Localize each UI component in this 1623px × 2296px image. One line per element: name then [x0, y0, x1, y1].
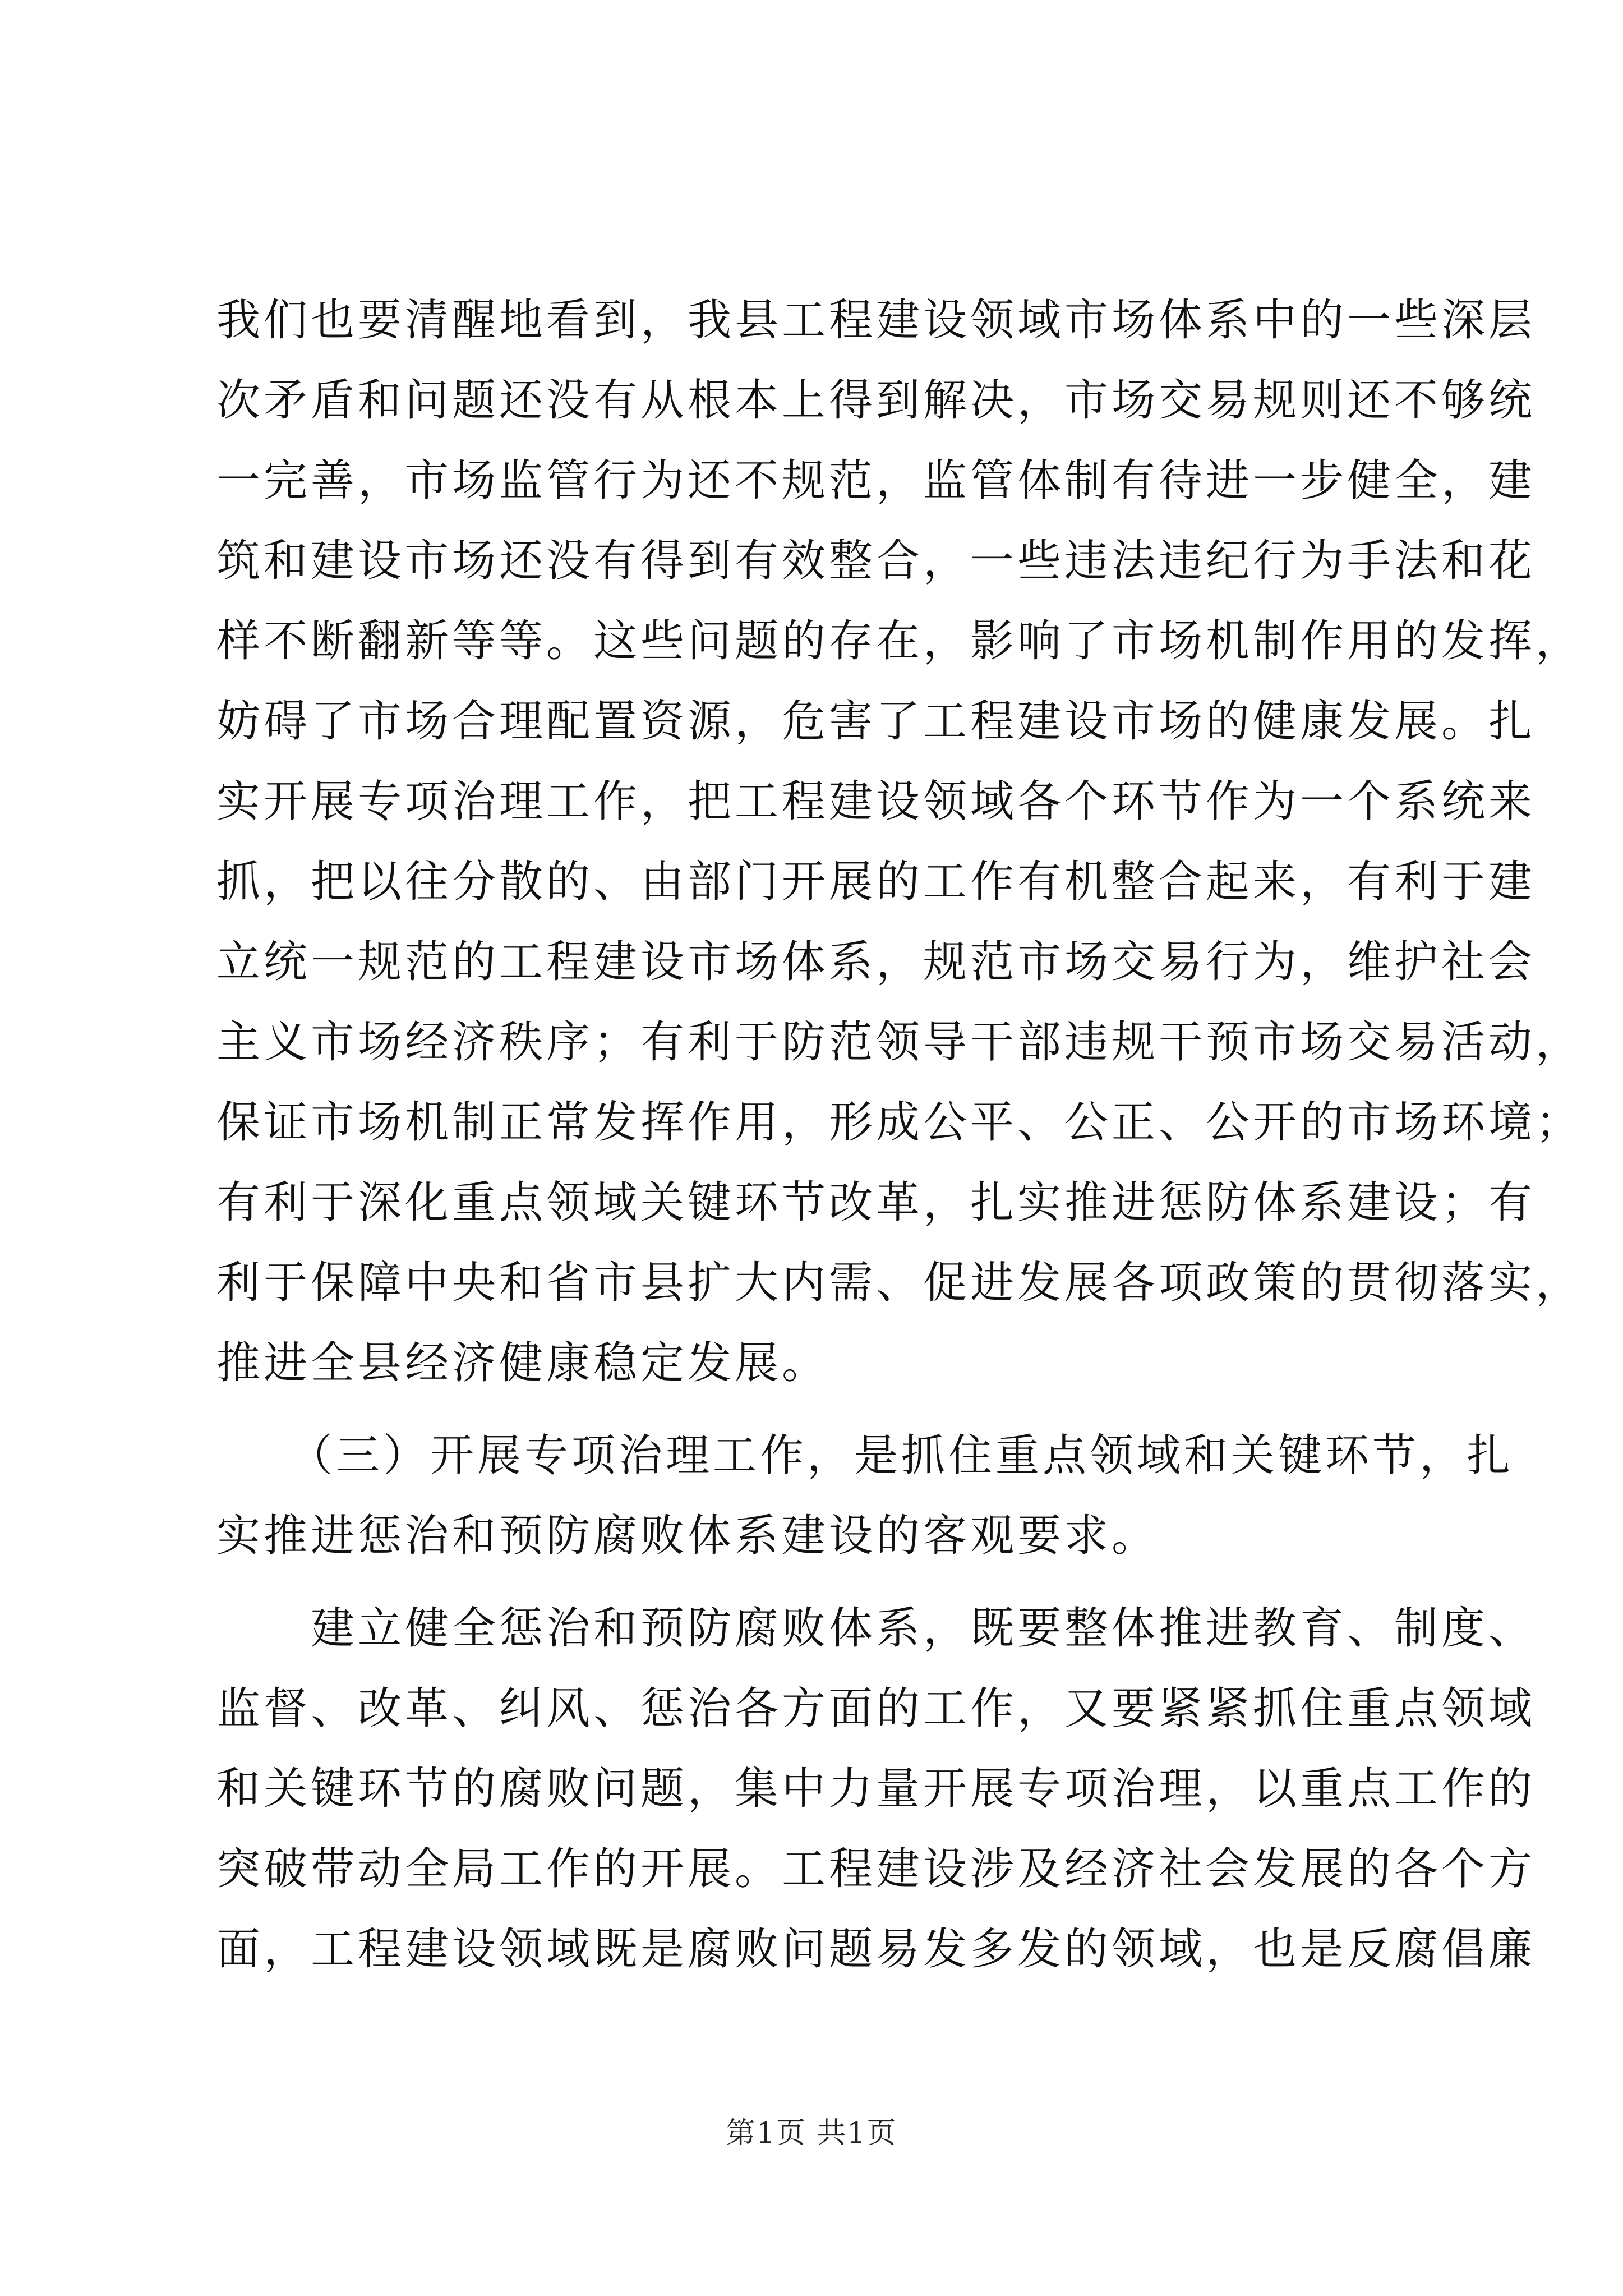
text-line: 保证市场机制正常发挥作用，形成公平、公正、公开的市场环境； — [216, 1097, 1583, 1148]
text-line: 实推进惩治和预防腐败体系建设的客观要求。 — [216, 1511, 1159, 1561]
paragraph-spacer — [216, 1576, 1417, 1589]
text-line: （三）开展专项治理工作，是抓住重点领域和关键环节，扎 — [216, 1430, 1514, 1481]
text-line: 我们也要清醒地看到，我县工程建设领域市场体系中的一些深层 — [216, 295, 1536, 346]
text-line: 一完善，市场监管行为还不规范，监管体制有待进一步健全，建 — [216, 455, 1536, 506]
text-line: 有利于深化重点领域关键环节改革，扎实推进惩防体系建设；有 — [216, 1177, 1536, 1228]
text-line: 抓，把以往分散的、由部门开展的工作有机整合起来，有利于建 — [216, 857, 1536, 907]
paragraph-3 — [216, 1589, 1536, 1990]
text-line: 立统一规范的工程建设市场体系，规范市场交易行为，维护社会 — [216, 937, 1536, 987]
text-line: 筑和建设市场还没有得到有效整合，一些违法违纪行为手法和花 — [216, 536, 1536, 586]
paragraph-2-heading — [216, 1416, 1514, 1576]
page-footer: 第1页 共1页 — [726, 2116, 897, 2150]
text-line: 妨碍了市场合理配置资源，危害了工程建设市场的健康发展。扎 — [216, 696, 1536, 747]
text-line: 利于保障中央和省市县扩大内需、促进发展各项政策的贯彻落实， — [216, 1258, 1583, 1308]
text-line: 推进全县经济健康稳定发展。 — [216, 1338, 829, 1388]
text-line: 和关键环节的腐败问题，集中力量开展专项治理，以重点工作的 — [216, 1764, 1536, 1814]
text-line: 样不断翻新等等。这些问题的存在，影响了市场机制作用的发挥， — [216, 616, 1583, 666]
text-line: 实开展专项治理工作，把工程建设领域各个环节作为一个系统来 — [216, 776, 1536, 827]
paragraph-1 — [216, 280, 1583, 1404]
text-line: 次矛盾和问题还没有从根本上得到解决，市场交易规则还不够统 — [216, 375, 1536, 426]
paragraph-spacer — [216, 1404, 1417, 1416]
text-line: 面，工程建设领域既是腐败问题易发多发的领域，也是反腐倡廉 — [216, 1924, 1536, 1975]
document-body — [216, 280, 1583, 1990]
text-line: 突破带动全局工作的开展。工程建设涉及经济社会发展的各个方 — [216, 1844, 1536, 1894]
text-line: 主义市场经济秩序；有利于防范领导干部违规干预市场交易活动， — [216, 1017, 1583, 1068]
text-line: 监督、改革、纠风、惩治各方面的工作，又要紧紧抓住重点领域 — [216, 1683, 1536, 1734]
text-line: 建立健全惩治和预防腐败体系，既要整体推进教育、制度、 — [216, 1603, 1536, 1654]
